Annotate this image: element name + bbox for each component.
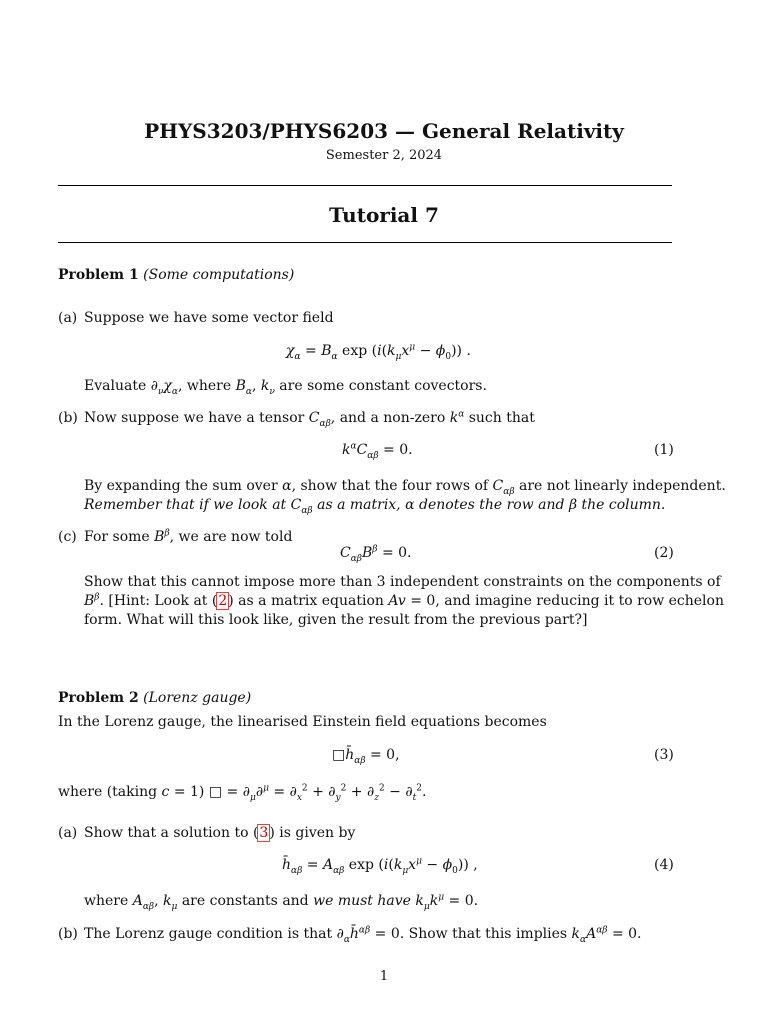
problem2-a-where: where $A_{\alpha\beta}$, $k_\mu$ are constants and we must have $k_\mu k^\mu = 0$.: [84, 892, 479, 912]
equation-3-number: (3): [654, 747, 674, 763]
p2a-where-mid: are constants and: [177, 893, 314, 909]
problem1-c-para-3: form. What will this look like, given the result from the previous part?]: [84, 612, 588, 628]
expand-mid: , show that the four rows of: [291, 478, 493, 494]
equation-2: $C_{\alpha\beta}B^\beta = 0$.: [340, 544, 412, 564]
eval-mid: , where: [177, 378, 236, 394]
problem1-b-remember: Remember that if we look at $C_{\alpha\beta}$ as a matrix, α denotes the row and β the column.: [84, 497, 666, 516]
where-mid: = 1): [169, 784, 209, 800]
problem2-intro: In the Lorenz gauge, the linearised Einstein field equations becomes: [58, 714, 547, 730]
problem2-b-text: The Lorenz gauge condition is that $\partial_\alpha h̄^{\alpha\beta} = 0$. Show that this implies $k_\alpha A^{\alpha\beta} = 0$.: [84, 925, 642, 945]
equation-1-number: (1): [654, 442, 674, 458]
problem1-b-label: (b): [58, 410, 78, 426]
problem1-a-text: Suppose we have some vector field: [84, 310, 334, 326]
p2a-where-em: we must have: [313, 893, 411, 909]
remember-2: as a matrix,: [317, 497, 401, 513]
page-number: 1: [379, 969, 389, 984]
equation-3-ref[interactable]: 3: [259, 825, 269, 841]
problem1-a-label: (a): [58, 310, 78, 326]
p2a-where-pre: where: [84, 893, 133, 909]
expand-post: are not linearly independent.: [514, 478, 726, 494]
problem2-a-label: (a): [58, 825, 78, 841]
problem1-b-expand: By expanding the sum over α, show that the four rows of $C_{\alpha\beta}$ are not linearly independent.: [84, 478, 726, 497]
problem1-c-label: (c): [58, 529, 77, 545]
problem2-heading: [58, 688, 251, 708]
remember-1: Remember that if we look at: [84, 497, 287, 513]
c-para-2a: . [Hint: Look at: [99, 593, 212, 609]
problem1-b-text: Now suppose we have a tensor $C_{\alpha\beta}$, and a non-zero $k^\alpha$ such that: [84, 409, 535, 429]
eval-post: are some constant covectors.: [274, 378, 487, 394]
problem1-heading: [58, 265, 294, 285]
where-pre: where (taking: [58, 784, 162, 800]
problem1-c-para-2: $B^\beta$. [Hint: Look at (2) as a matrix equation Av = 0, and imagine reducing it to row echelon: [84, 592, 724, 609]
problem1-label: Problem 1: [58, 267, 139, 283]
equation-4: $h̄_{\alpha\beta} = A_{\alpha\beta}$ $\exp (i(k_\mu x^\mu - \phi_0))$ ,: [282, 856, 478, 876]
c-pre: For some: [84, 529, 155, 545]
p2b-pre: The Lorenz gauge condition is that: [84, 926, 337, 942]
problem1-c-text: For some $B^\beta$, we are now told: [84, 528, 293, 545]
where-c: c: [161, 784, 170, 800]
remember-4: the column.: [581, 497, 666, 513]
b-pre: Now suppose we have a tensor: [84, 410, 309, 426]
problem1-c-para-1: Show that this cannot impose more than 3 independent constraints on the components of: [84, 574, 721, 590]
page-title: PHYS3203/PHYS6203 — General Relativity: [144, 119, 624, 143]
problem2-where: where (taking c = 1) □ = $\partial_\mu\partial^\mu = \partial_x^2 + \partial_y^2 + \partial_z^2 - \partial_t^2$.: [58, 783, 427, 803]
page-subtitle: Semester 2, 2024: [325, 148, 443, 163]
remember-3: denotes the row and: [419, 497, 565, 513]
problem1-a-evaluate: Evaluate $\partial_\nu\chi_\alpha$, where $B_\alpha$, $k_\nu$ are some constant covectors.: [84, 378, 487, 397]
problem2-b-label: (b): [58, 926, 78, 942]
equation-2-number: (2): [654, 545, 674, 561]
expand-pre: By expanding the sum over: [84, 478, 283, 494]
p2a-pre: Show that a solution to: [84, 825, 253, 841]
bottom-rule: [58, 242, 672, 243]
p2a-post: is given by: [274, 825, 356, 841]
c-para-2b: as a matrix equation: [233, 593, 389, 609]
c-post: , we are now told: [169, 529, 293, 545]
eval-pre: Evaluate: [84, 378, 151, 394]
problem2-label: Problem 2: [58, 690, 139, 706]
equation-4-number: (4): [654, 857, 674, 873]
b-mid: , and a non-zero: [330, 410, 450, 426]
equation-chi: $\chi_\alpha = B_\alpha$ $\exp (i(k_\mu x^\mu - \phi_0))$ .: [286, 342, 471, 362]
p2b-mid: . Show that this implies: [399, 926, 572, 942]
problem2-a-text: Show that a solution to (3) is given by: [84, 825, 356, 841]
c-para-2c: , and imagine reducing it to row echelon: [435, 593, 724, 609]
equation-2-ref[interactable]: 2: [218, 593, 228, 609]
equation-1: $k^\alpha C_{\alpha\beta} = 0$.: [342, 441, 413, 461]
problem2-topic: (Lorenz gauge): [143, 690, 252, 706]
top-rule: [58, 185, 672, 186]
b-post: such that: [464, 410, 535, 426]
equation-3: $□h̄_{\alpha\beta} = 0$,: [332, 747, 400, 766]
problem1-topic: (Some computations): [143, 267, 295, 283]
tutorial-title: Tutorial 7: [329, 203, 439, 227]
